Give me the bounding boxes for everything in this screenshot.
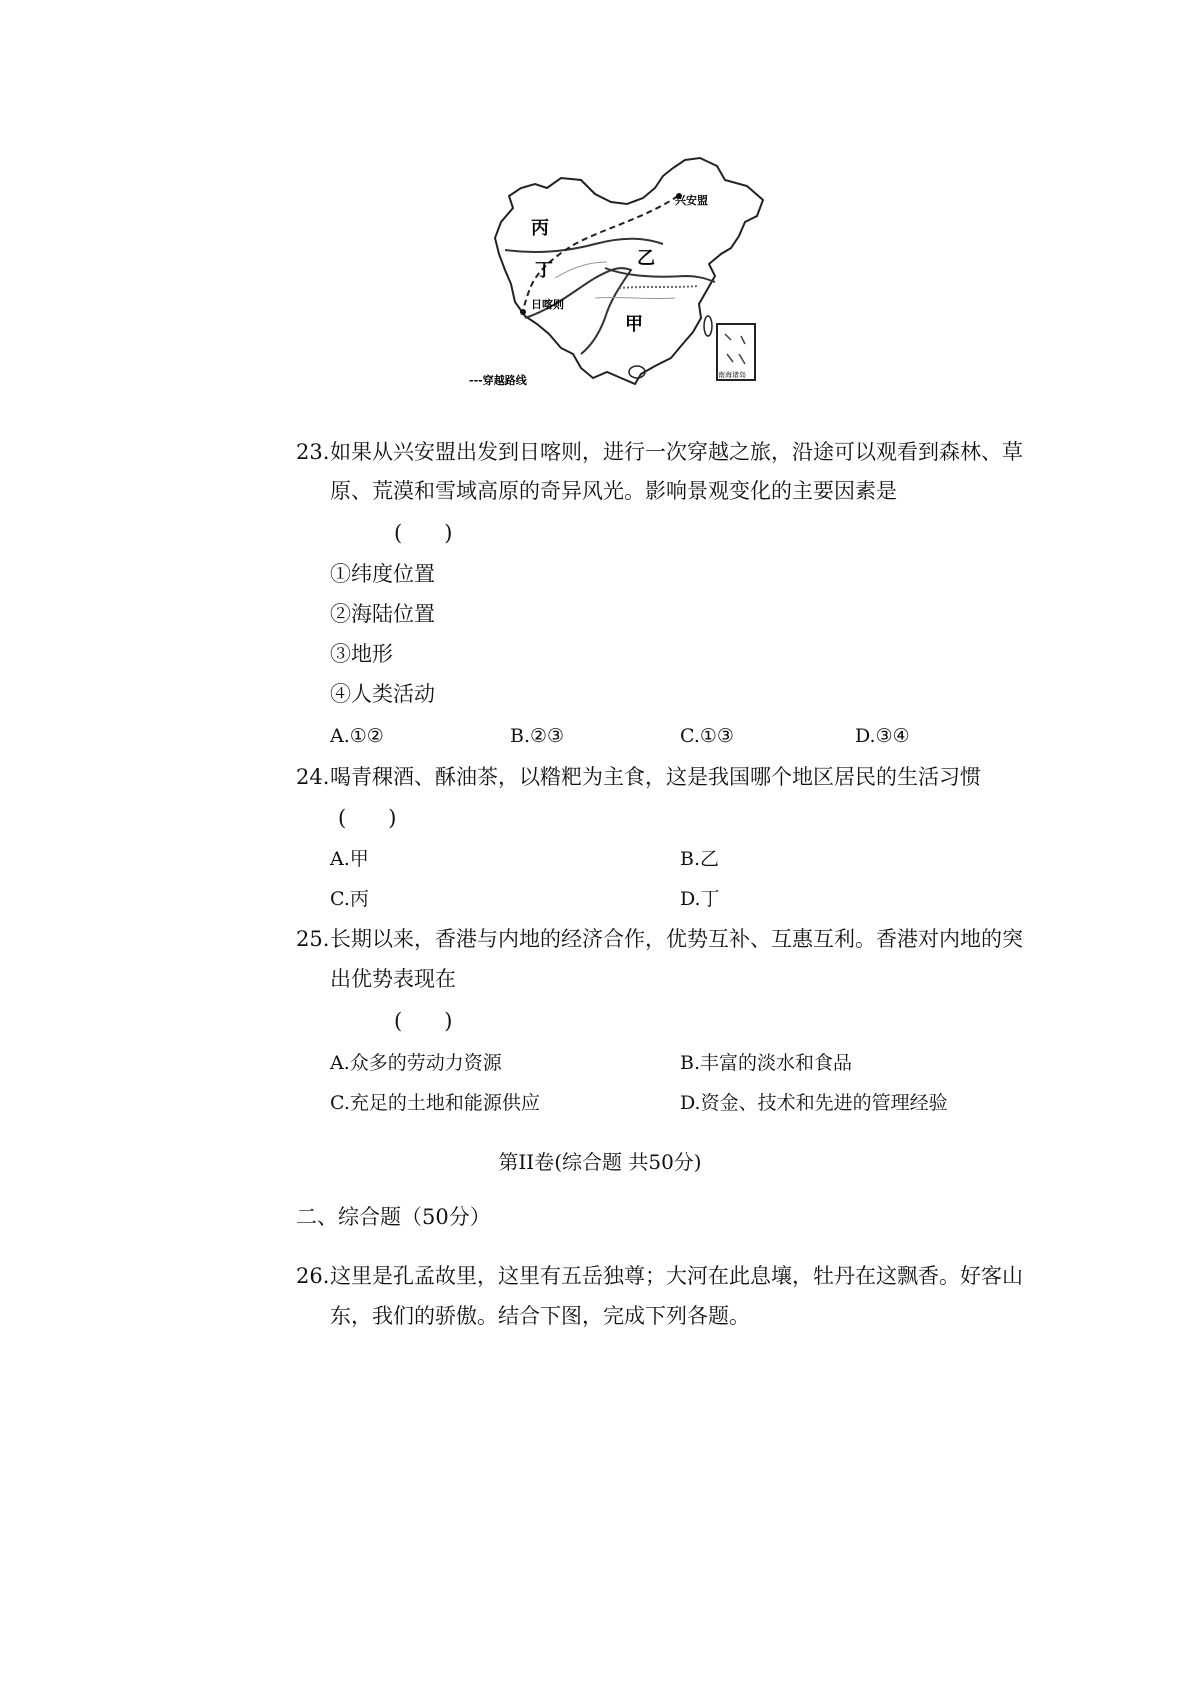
taiwan-island <box>704 316 712 336</box>
q23-text-line2: 原、荒漠和雪域高原的奇异风光。影响景观变化的主要因素是 <box>330 479 897 503</box>
boundary-north-south <box>605 268 715 282</box>
q24-option-b: B.乙 <box>680 848 720 870</box>
q24-text-line1: 喝青稞酒、酥油茶，以糌粑为主食，这是我国哪个地区居民的生活习惯 <box>330 765 981 789</box>
q23-option-d: D.③④ <box>855 725 910 747</box>
q23-number: 23. <box>296 440 330 464</box>
q26-text-line2: 东，我们的骄傲。结合下图，完成下列各题。 <box>330 1304 750 1328</box>
q23-option-b: B.②③ <box>510 725 565 747</box>
q24-number: 24. <box>296 765 330 789</box>
label-ding: 丁 <box>535 260 553 281</box>
q26-number: 26. <box>296 1264 330 1288</box>
qinling-huaihe <box>619 286 699 288</box>
rikaze-point <box>520 309 526 315</box>
q26-text-line1: 这里是孔孟故里，这里有五岳独尊；大河在此息壤，牡丹在这飘香。好客山 <box>330 1264 1023 1288</box>
china-map-figure <box>469 158 835 420</box>
q25-option-a: A.众多的劳动力资源 <box>330 1052 502 1074</box>
q24-answer-paren: ( ) <box>338 806 397 830</box>
q24-option-c: C.丙 <box>330 888 369 910</box>
q23-text-line1: 如果从兴安盟出发到日喀则，进行一次穿越之旅，沿途可以观看到森林、草 <box>330 440 1023 464</box>
inset-label: 南海诸岛 <box>718 371 746 379</box>
q23-item-2: ②海陆位置 <box>330 602 435 626</box>
q25-number: 25. <box>296 927 330 951</box>
label-bing: 丙 <box>531 218 549 239</box>
q24-option-d: D.丁 <box>680 888 720 910</box>
map-legend: ---穿越路线 <box>469 374 527 387</box>
q25-text-line1: 长期以来，香港与内地的经济合作，优势互补、互惠互利。香港对内地的突 <box>330 927 1023 951</box>
label-xinganmeng: 兴安盟 <box>675 194 708 207</box>
q25-option-b: B.丰富的淡水和食品 <box>680 1052 853 1074</box>
label-rikaze: 日喀则 <box>531 298 564 311</box>
q25-answer-paren: ( ) <box>394 1009 453 1033</box>
section-ii-title: 第II卷(综合题 共50分) <box>498 1150 702 1174</box>
inset-dots <box>725 334 745 364</box>
q23-item-4: ④人类活动 <box>330 682 435 706</box>
section-ii-heading: 二、综合题（50分） <box>296 1205 491 1229</box>
q23-option-a: A.①② <box>330 725 384 747</box>
q25-option-d: D.资金、技术和先进的管理经验 <box>680 1092 948 1114</box>
q23-item-3: ③地形 <box>330 642 393 666</box>
q24-option-a: A.甲 <box>330 848 369 870</box>
label-yi: 乙 <box>637 248 655 269</box>
q25-option-c: C.充足的土地和能源供应 <box>330 1092 540 1114</box>
q25-text-line2: 出优势表现在 <box>330 967 456 991</box>
label-jia: 甲 <box>625 314 643 335</box>
q23-option-c: C.①③ <box>680 725 734 747</box>
q23-item-1: ①纬度位置 <box>330 562 435 586</box>
q23-answer-paren: ( ) <box>394 521 453 545</box>
